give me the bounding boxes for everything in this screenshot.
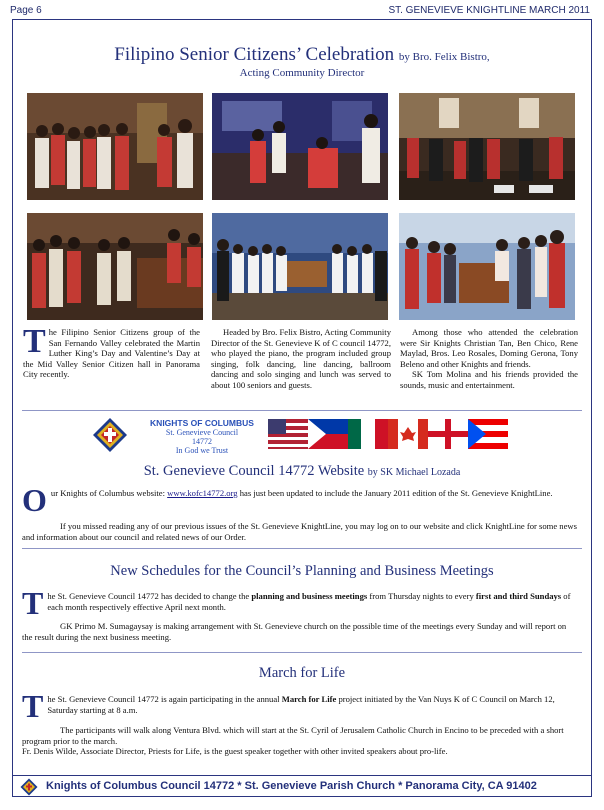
website-paragraph-2: If you missed reading any of our previous issues of the St. Genevieve KnightLine, you may log on to our website and click KnightLine for some news and information about our council and related news of our Order. (22, 521, 577, 542)
kofc-emblem-icon (92, 417, 128, 453)
march-paragraph-2: The participants will walk along Ventura Blvd. which will start at the St. Cyril of Jerusalem Catholic Church in Encino to be preceded with a short program prior to the march. (22, 725, 564, 746)
article-column-2 (211, 327, 391, 391)
article-title: Filipino Senior Citizens’ Celebration (114, 44, 395, 65)
paragraph-text: has just been updated to include the January 2011 edition of the St. Genevieve KnightLine. (237, 488, 553, 498)
march-paragraph-3: Fr. Denis Wilde, Associate Director, Priests for Life, is the guest speaker together with other invited speakers about pro-life. (22, 746, 448, 756)
article-title-march: March for Life (258, 665, 346, 681)
article-column-3 (400, 327, 578, 391)
article-column-1 (23, 323, 200, 380)
paragraph-text: he St. Genevieve Council 14772 is again participating in the annual (47, 694, 282, 704)
drop-cap: T (23, 323, 46, 360)
photo-dancing-couples (212, 93, 388, 200)
divider (22, 652, 582, 653)
schedule-paragraph (22, 585, 578, 621)
banner-text (132, 418, 272, 455)
paragraph-emphasis: planning and business meetings (251, 591, 368, 601)
photo-line-dancing (399, 93, 575, 200)
publication-title: ST. GENEVIEVE KNIGHTLINE MARCH 2011 (388, 5, 590, 16)
article-title-schedules: New Schedules for the Council’s Planning and Business Meetings (110, 563, 494, 579)
drop-cap: O (22, 482, 47, 518)
page-header (8, 4, 592, 20)
website-link[interactable]: www.kofc14772.org (167, 488, 238, 498)
photo-choir-group (27, 93, 203, 200)
page-number: Page 6 (10, 5, 42, 16)
column-text: SK Tom Molina and his friends provided the sounds, music and entertainment. (400, 369, 578, 390)
divider (22, 410, 582, 411)
paragraph-text: he St. Genevieve Council 14772 has decided to change the (47, 591, 252, 601)
flags-strip-image (268, 419, 508, 449)
kofc-emblem-icon (20, 778, 38, 796)
article-title-website (0, 463, 604, 480)
website-paragraph (22, 482, 578, 518)
article-title-celebration (0, 44, 604, 66)
column-text: he Filipino Senior Citizens group of the San Fernando Valley celebrated the Martin Luther King’s Day and Valentine’s Day at the Mid Valley Senior Citizen hall in Panorama City recently. (23, 327, 200, 380)
paragraph-text: of each month respectively effective April next month. (47, 591, 571, 612)
march-paragraph (22, 688, 578, 724)
article-byline: by Bro. Felix Bistro, (398, 51, 490, 63)
paragraph-emphasis: March for Life (281, 694, 337, 704)
banner-line: In God we Trust (175, 446, 229, 455)
paragraph-text: project initiated by the Van Nuys K of C Council on March 12, Saturday starting at 8 a.m. (47, 694, 555, 715)
column-text: Headed by Bro. Felix Bistro, Acting Community Director of the St. Genevieve K of C council 14772, who played the piano, the program included group singing, folk dancing, line dancing, ballroom dancing and solo singing and lunch was served to about 100 seniors and guests. (211, 327, 391, 390)
footer-text: Knights of Columbus Council 14772 * St. Genevieve Parish Church * Panorama City, CA 91402 (46, 780, 537, 792)
column-text: Among those who attended the celebration were Sir Knights Christian Tan, Ben Chico, Rene Maylad, Bros. Leo Rosales, Doming Gerona, Tony Beleno and other Knights and friends. (400, 327, 578, 369)
kofc-banner (92, 417, 508, 453)
paragraph-text: ur Knights of Columbus website: (50, 488, 168, 498)
schedule-paragraph-2: GK Primo M. Sumagaysay is making arrangement with St. Genevieve church on the possible time of the meetings every Sunday and will report on the result during the next business meeting. (22, 621, 567, 642)
banner-line: St. Genevieve Council (165, 428, 239, 437)
drop-cap: T (22, 585, 44, 621)
divider (22, 548, 582, 549)
article-byline: by SK Michael Lozada (367, 467, 461, 478)
banner-line: 14772 (192, 437, 212, 446)
paragraph-text: from Thursday nights to every (367, 591, 476, 601)
section-title: St. Genevieve Council 14772 Website (143, 463, 365, 479)
drop-cap: T (22, 688, 44, 724)
article-byline-role: Acting Community Director (239, 67, 365, 79)
photo-singers-at-piano (27, 213, 203, 320)
banner-line: KNIGHTS OF COLUMBUS (150, 418, 254, 428)
photo-seniors-gathering (399, 213, 575, 320)
page-footer (12, 775, 592, 798)
photo-group-singing (212, 213, 388, 320)
paragraph-emphasis: first and third Sundays (475, 591, 562, 601)
